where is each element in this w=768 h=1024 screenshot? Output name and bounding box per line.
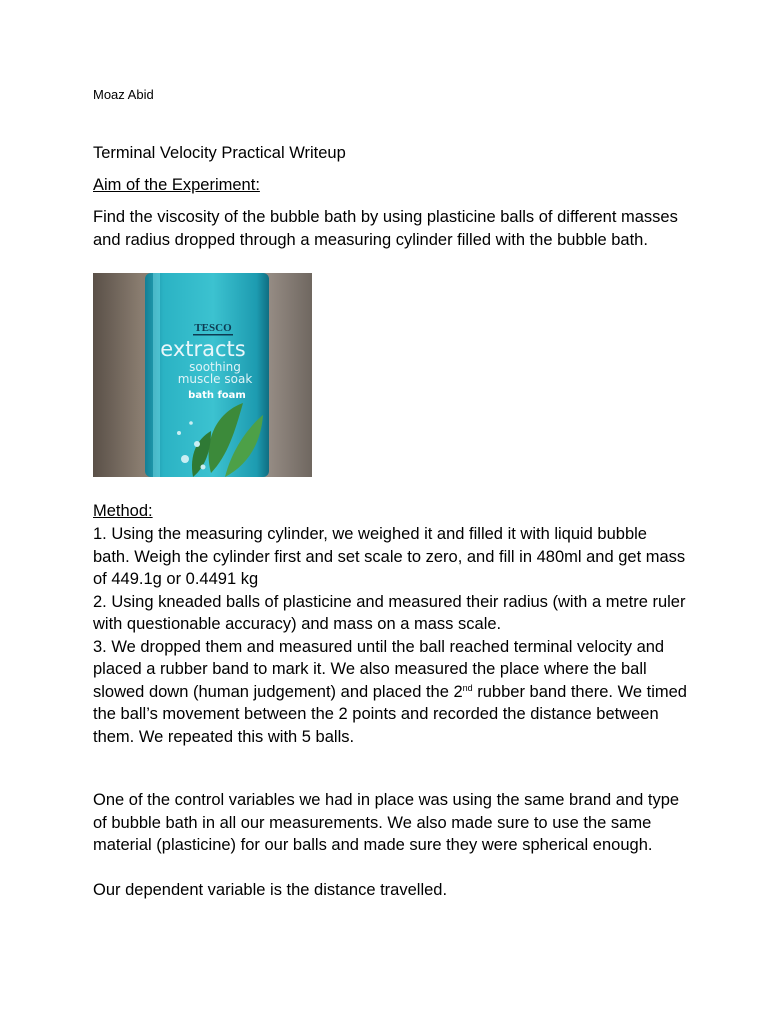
document-title: Terminal Velocity Practical Writeup (93, 144, 346, 162)
method-heading: Method: (93, 502, 153, 520)
product-line-1: extracts (160, 337, 246, 361)
control-variables-text: One of the control variables we had in place was using the same brand and type of bubble bath in all our measurements. We also made sure to use the same material (plasticine) for our balls and made sure they were spherical enough. (93, 791, 680, 854)
method-step-3-part-a: 3. We dropped them and measured until the ball reached terminal velocity and placed a rubber band to mark it. We also measured the place where the ball slowed down (human judgement) and placed the 2 (93, 637, 665, 701)
aim-text: Find the viscosity of the bubble bath by using plasticine balls of different masses and radius dropped through a measuring cylinder filled with the bubble bath. (93, 208, 678, 249)
method-step-2: 2. Using kneaded balls of plasticine and measured their radius (with a metre ruler with questionable accuracy) and mass on a mass scale. (93, 592, 686, 633)
method-step-3 (93, 636, 688, 749)
bubble-bath-photo (93, 273, 312, 477)
dependent-variable-text: Our dependent variable is the distance travelled. (93, 881, 448, 899)
brand-label: TESCO (194, 322, 232, 334)
bubble-bath-photo-image (93, 273, 312, 477)
product-line-2: soothing (189, 360, 241, 374)
method-step-1: 1. Using the measuring cylinder, we weighed it and filled it with liquid bubble bath. Weigh the cylinder first and set scale to zero, and fill in 480ml and get mass of 449.1g or 0.4491 kg (93, 525, 686, 588)
product-line-3: muscle soak (177, 372, 253, 386)
method-steps (93, 523, 688, 748)
product-line-4: bath foam (188, 390, 246, 401)
ordinal-suffix: nd (462, 682, 473, 693)
author-name: Moaz Abid (93, 87, 154, 102)
aim-heading: Aim of the Experiment: (93, 176, 260, 194)
method-step-3-part-b: rubber band there. We timed the ball’s movement between the 2 points and recorded the distance between them. We repeated this with 5 balls. (93, 682, 687, 746)
